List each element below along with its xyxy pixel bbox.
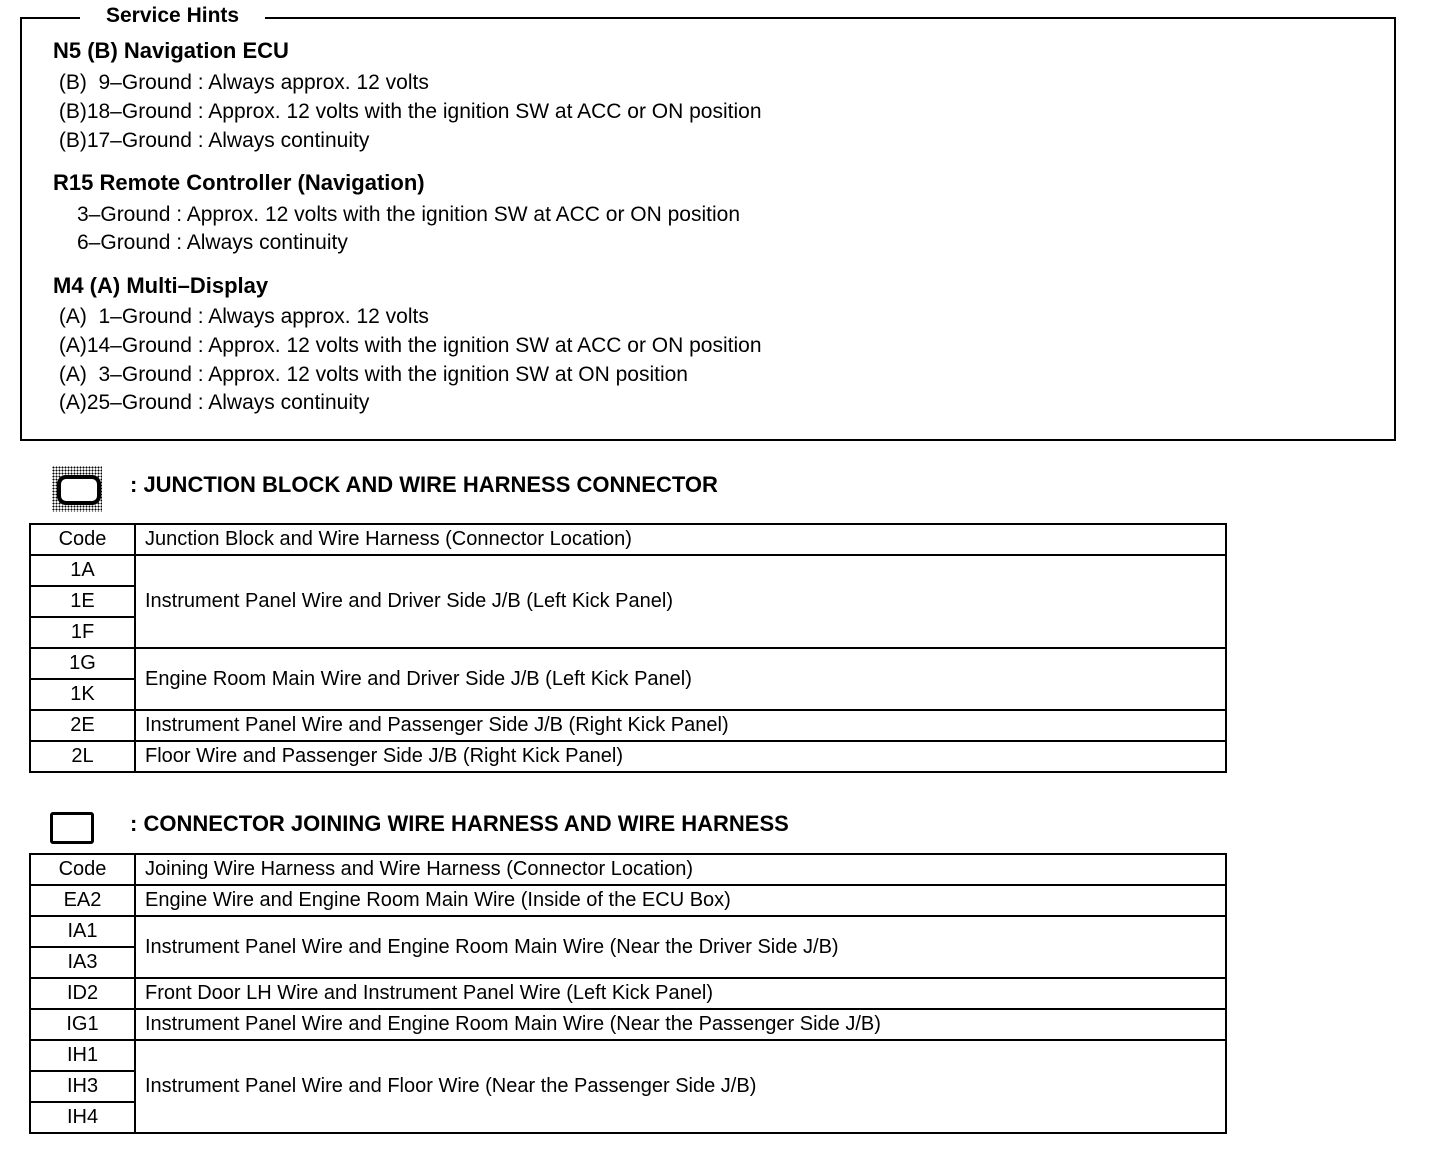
code-cell: 1G: [30, 648, 135, 679]
code-cell: ID2: [30, 978, 135, 1009]
code-cell: 1E: [30, 586, 135, 617]
description-cell: Instrument Panel Wire and Floor Wire (Near the Passenger Side J/B): [135, 1040, 1226, 1133]
description-cell: Floor Wire and Passenger Side J/B (Right Kick Panel): [135, 741, 1226, 772]
description-cell: Instrument Panel Wire and Engine Room Main Wire (Near the Driver Side J/B): [135, 916, 1226, 978]
description-header: Joining Wire Harness and Wire Harness (Connector Location): [135, 854, 1226, 885]
code-cell: EA2: [30, 885, 135, 916]
service-hints-title: Service Hints: [80, 4, 265, 28]
table-row: [30, 885, 1226, 916]
junction-block-legend-label: : JUNCTION BLOCK AND WIRE HARNESS CONNECTOR: [130, 472, 718, 497]
code-cell: 1F: [30, 617, 135, 648]
hint-line: 3–Ground : Approx. 12 volts with the ignition SW at ACC or ON position: [77, 203, 740, 226]
table-row: [30, 916, 1226, 947]
description-header: Junction Block and Wire Harness (Connector Location): [135, 524, 1226, 555]
code-cell: 1K: [30, 679, 135, 710]
description-cell: Instrument Panel Wire and Passenger Side J/B (Right Kick Panel): [135, 710, 1226, 741]
table-row: [30, 555, 1226, 586]
table-row: [30, 710, 1226, 741]
hint-line: (B)18–Ground : Approx. 12 volts with the ignition SW at ACC or ON position: [53, 100, 762, 123]
description-cell: Instrument Panel Wire and Engine Room Main Wire (Near the Passenger Side J/B): [135, 1009, 1226, 1040]
code-cell: IA1: [30, 916, 135, 947]
table-row: [30, 1040, 1226, 1071]
description-cell: Front Door LH Wire and Instrument Panel Wire (Left Kick Panel): [135, 978, 1226, 1009]
dotted-rounded-connector-icon: [52, 466, 102, 512]
hint-line: (B)17–Ground : Always continuity: [53, 129, 370, 152]
description-cell: Engine Room Main Wire and Driver Side J/B (Left Kick Panel): [135, 648, 1226, 710]
hint-line: 6–Ground : Always continuity: [77, 231, 348, 254]
description-cell: Engine Wire and Engine Room Main Wire (Inside of the ECU Box): [135, 885, 1226, 916]
connector-joining-legend-label: : CONNECTOR JOINING WIRE HARNESS AND WIRE HARNESS: [130, 811, 789, 836]
rectangle-connector-icon: [50, 812, 94, 844]
hint-heading-n5: N5 (B) Navigation ECU: [53, 38, 289, 63]
code-cell: 1A: [30, 555, 135, 586]
hint-heading-r15: R15 Remote Controller (Navigation): [53, 170, 425, 195]
code-header: Code: [30, 854, 135, 885]
code-cell: 2L: [30, 741, 135, 772]
junction-block-table: [29, 523, 1227, 773]
table-row: [30, 978, 1226, 1009]
table-row: [30, 1009, 1226, 1040]
hint-heading-m4: M4 (A) Multi–Display: [53, 273, 269, 298]
table-header-row: [30, 854, 1226, 885]
table-row: [30, 741, 1226, 772]
code-cell: IH4: [30, 1102, 135, 1133]
hint-line: (A) 3–Ground : Approx. 12 volts with the ignition SW at ON position: [53, 363, 688, 386]
code-cell: IG1: [30, 1009, 135, 1040]
code-cell: IH3: [30, 1071, 135, 1102]
table-header-row: [30, 524, 1226, 555]
hint-line: (A) 1–Ground : Always approx. 12 volts: [53, 305, 429, 328]
code-cell: IA3: [30, 947, 135, 978]
connector-joining-table: [29, 853, 1227, 1134]
description-cell: Instrument Panel Wire and Driver Side J/B (Left Kick Panel): [135, 555, 1226, 648]
code-cell: 2E: [30, 710, 135, 741]
table-row: [30, 648, 1226, 679]
hint-line: (B) 9–Ground : Always approx. 12 volts: [53, 71, 429, 94]
code-header: Code: [30, 524, 135, 555]
hint-line: (A)25–Ground : Always continuity: [53, 391, 370, 414]
hint-line: (A)14–Ground : Approx. 12 volts with the ignition SW at ACC or ON position: [53, 334, 762, 357]
code-cell: IH1: [30, 1040, 135, 1071]
